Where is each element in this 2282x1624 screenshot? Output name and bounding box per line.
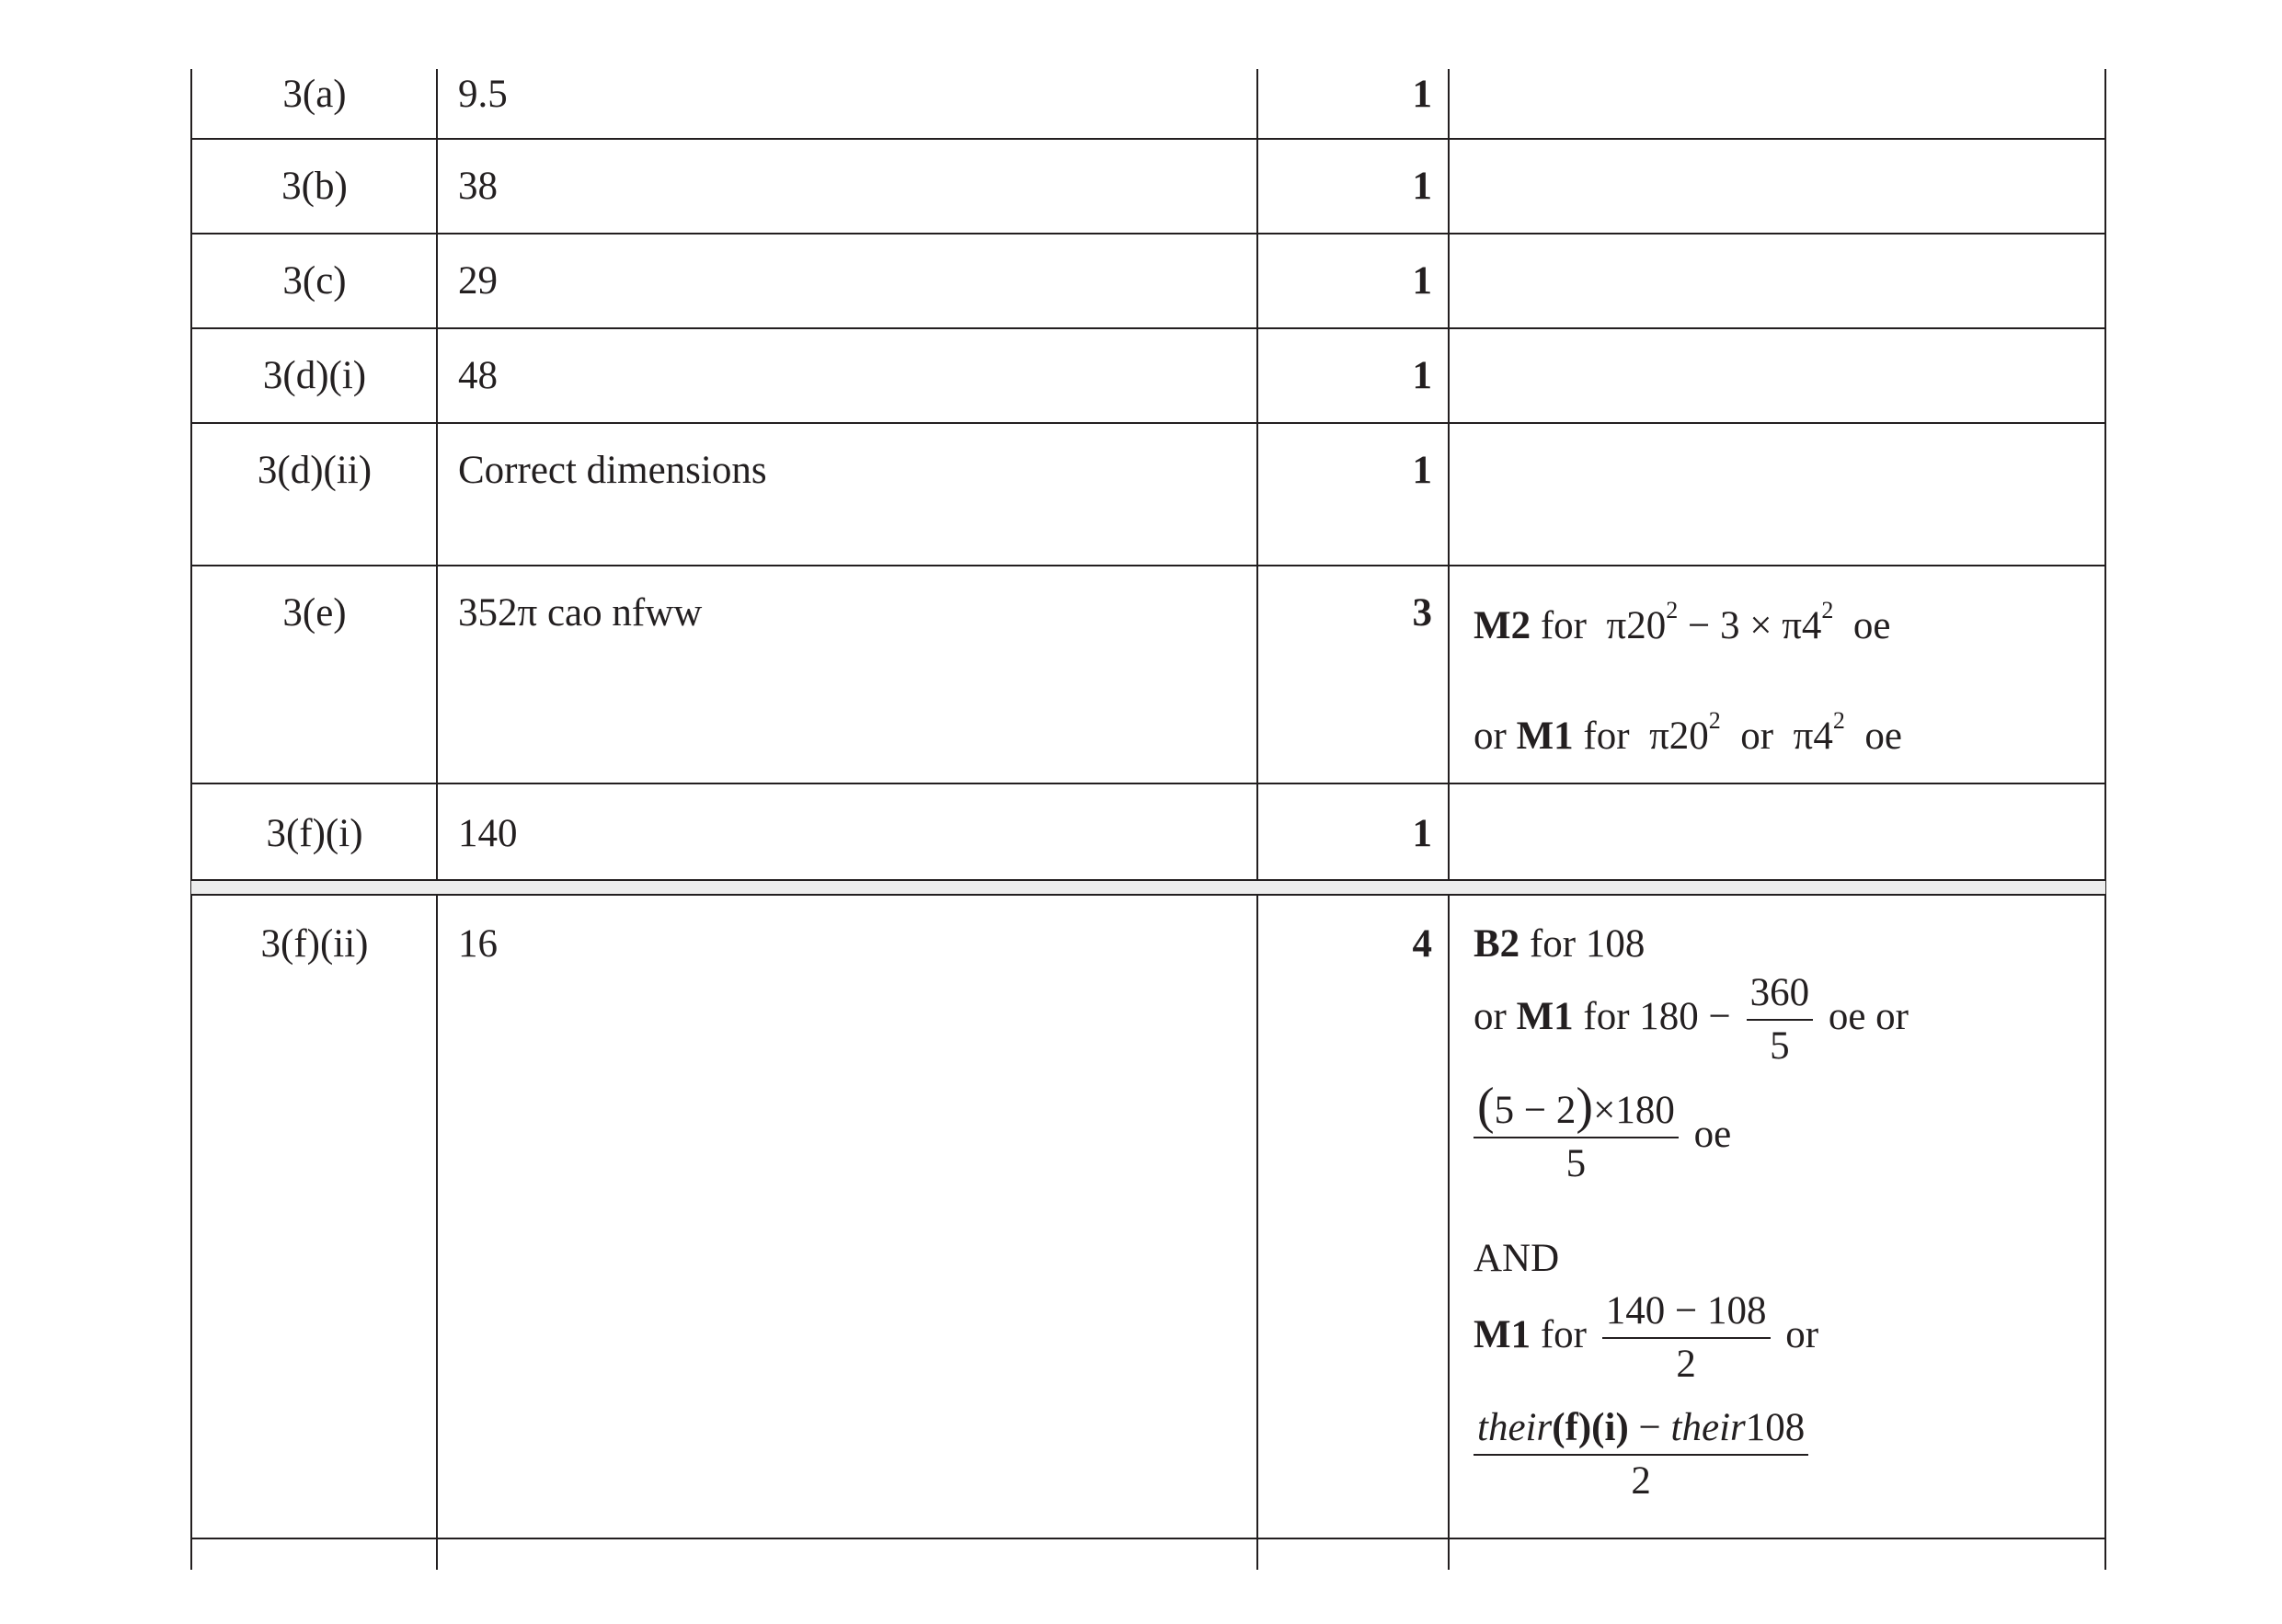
answer-text: 29: [458, 259, 498, 303]
guidance-line: [1474, 921, 1645, 967]
fraction: [1747, 967, 1814, 1072]
italic-text: their: [1477, 1406, 1553, 1449]
marks-value: 1: [1412, 449, 1432, 492]
marks-value: 1: [1412, 812, 1432, 855]
exponent: 2: [1708, 707, 1721, 734]
question-number: 3(f)(i): [266, 812, 363, 855]
guidance-line: [1474, 1286, 1818, 1390]
fraction-denominator: 5: [1770, 1024, 1790, 1068]
answer-text: 48: [458, 354, 498, 397]
question-number: 3(c): [282, 259, 347, 303]
fraction-denominator: 2: [1631, 1459, 1651, 1503]
question-number: 3(d)(i): [262, 354, 367, 397]
guidance-text: or: [1785, 1312, 1819, 1356]
answer-text: 9.5: [458, 73, 508, 116]
marks-value: 4: [1412, 922, 1432, 966]
guidance-line: [1474, 597, 1891, 649]
question-number: 3(b): [281, 165, 348, 208]
fraction: [1474, 1078, 1679, 1190]
guidance-text: oe: [1852, 604, 1891, 647]
row-divider: [190, 138, 2106, 140]
answer-text: Correct dimensions: [458, 449, 767, 492]
row-divider: [190, 894, 2106, 896]
mark-code: M1: [1474, 1312, 1531, 1356]
answer-text: 140: [458, 812, 518, 855]
answer-text: 352π cao nfww: [458, 591, 703, 635]
marks-value: 1: [1412, 73, 1432, 116]
guidance-text: for 108: [1529, 922, 1646, 966]
mark-code: B2: [1474, 922, 1520, 966]
row-divider: [190, 879, 2106, 881]
guidance-and: AND: [1474, 1237, 1560, 1280]
guidance-expression: π20: [1606, 604, 1667, 647]
row-divider: [190, 565, 2106, 566]
answer-text: 16: [458, 922, 498, 966]
exponent: 2: [1666, 597, 1679, 623]
row-divider: [190, 327, 2106, 329]
mark-code: M1: [1516, 994, 1574, 1038]
fraction-numerator: 360: [1749, 971, 1810, 1014]
guidance-text: or: [1474, 715, 1507, 758]
operator: −: [1628, 1406, 1671, 1449]
value: 108: [1745, 1406, 1806, 1449]
column-divider-marks: [1448, 69, 1450, 1570]
guidance-expression: π20: [1649, 715, 1709, 758]
marks-value: 1: [1412, 354, 1432, 397]
fraction: [1602, 1286, 1771, 1390]
expression: 5 − 2: [1494, 1089, 1577, 1132]
guidance-text: for: [1583, 715, 1630, 758]
guidance-line: [1474, 1078, 1732, 1190]
marks-value: 1: [1412, 165, 1432, 208]
guidance-line: [1474, 707, 1902, 760]
fraction-numerator: 140 − 108: [1605, 1289, 1767, 1332]
guidance-text: for: [1540, 1312, 1587, 1356]
guidance-text: for 180 −: [1583, 994, 1731, 1038]
expression: ×180: [1593, 1089, 1675, 1132]
fraction-numerator: [1474, 1078, 1679, 1137]
question-number: 3(e): [282, 591, 347, 635]
guidance-text: for: [1540, 604, 1587, 647]
answer-text: 38: [458, 165, 498, 208]
guidance-expression: − 3 × π4: [1678, 604, 1822, 647]
question-number: 3(a): [282, 73, 347, 116]
column-divider-answer: [1256, 69, 1258, 1570]
row-divider: [190, 422, 2106, 424]
guidance-text: or: [1740, 715, 1774, 758]
marks-value: 3: [1412, 591, 1432, 635]
guidance-text: oe: [1693, 1112, 1732, 1156]
italic-text: their: [1670, 1406, 1746, 1449]
guidance-text: oe or: [1828, 994, 1909, 1038]
table-border-right: [2104, 69, 2106, 1570]
fraction: [1474, 1402, 1808, 1507]
bracket: (: [1477, 1078, 1495, 1135]
guidance-text: oe: [1864, 715, 1902, 758]
fraction-numerator: [1474, 1402, 1808, 1454]
fraction-denominator: 2: [1676, 1343, 1696, 1386]
question-number: 3(d)(ii): [257, 449, 373, 492]
marks-value: 1: [1412, 259, 1432, 303]
row-divider: [190, 1538, 2106, 1539]
guidance-text: or: [1474, 994, 1507, 1038]
guidance-expression: π4: [1793, 715, 1833, 758]
exponent: 2: [1832, 707, 1845, 734]
fraction-denominator: 5: [1565, 1142, 1587, 1185]
bracket: ): [1576, 1078, 1594, 1135]
guidance-line: [1474, 967, 1909, 1072]
guidance-line: [1474, 1402, 1814, 1507]
row-divider: [190, 783, 2106, 784]
mark-code: M2: [1474, 604, 1531, 647]
bold-reference: (f)(i): [1552, 1406, 1629, 1449]
exponent: 2: [1821, 597, 1834, 623]
row-divider: [190, 233, 2106, 234]
mark-code: M1: [1516, 715, 1574, 758]
question-number: 3(f)(ii): [260, 922, 369, 966]
